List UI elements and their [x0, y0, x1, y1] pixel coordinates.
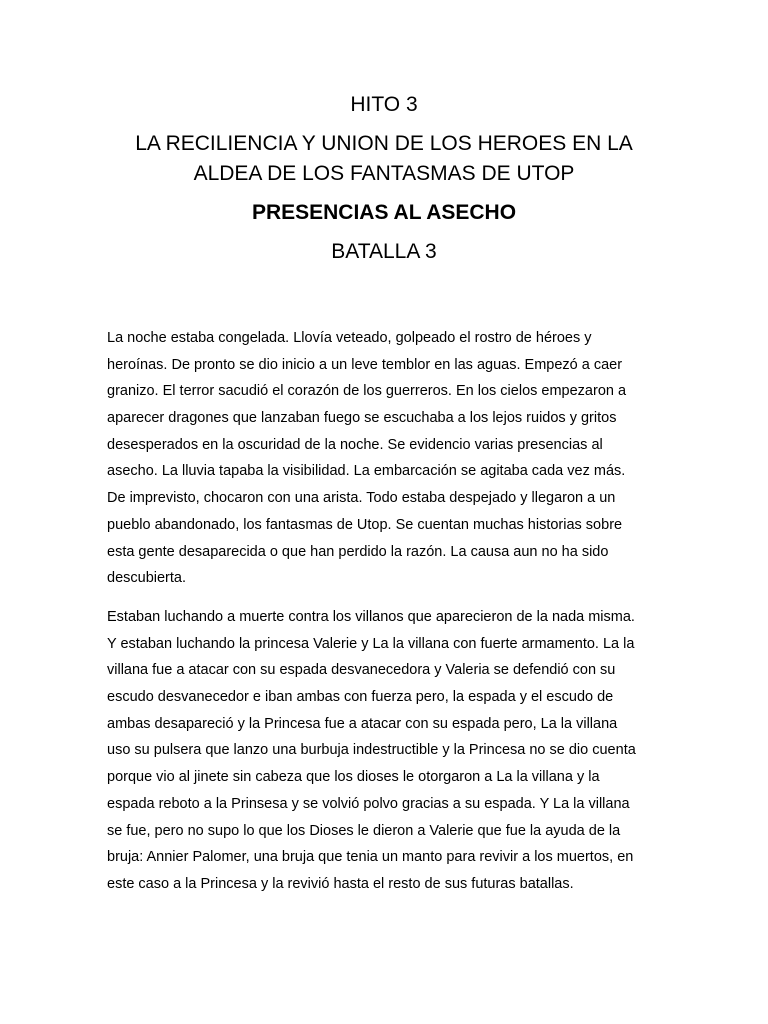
paragraph-line: villana fue a atacar con su espada desvanecedora y Valeria se defendió con su	[107, 662, 616, 679]
paragraph-line: este caso a la Princesa y la revivió hasta el resto de sus futuras batallas.	[107, 875, 574, 892]
paragraph-line: bruja: Annier Palomer, una bruja que tenia un manto para revivir a los muertos, en	[107, 849, 634, 866]
paragraph-line: escudo desvanecedor e iban ambas con fuerza pero, la espada y el escudo de	[107, 689, 614, 706]
milestone-heading: HITO 3	[350, 93, 418, 116]
paragraph-line: heroínas. De pronto se dio inicio a un leve temblor en las aguas. Empezó a caer	[107, 356, 623, 373]
paragraph-line: espada reboto a la Prinsesa y se volvió polvo gracias a su espada. Y La la villana	[107, 795, 630, 812]
battle-heading: BATALLA 3	[331, 240, 437, 263]
paragraph-line: granizo. El terror sacudió el corazón de los guerreros. En los cielos empezaron a	[107, 383, 627, 400]
paragraph-2	[107, 604, 667, 898]
paragraph-line: esta gente desaparecida o que han perdido la razón. La causa aun no ha sido	[107, 543, 609, 560]
paragraph-line: De imprevisto, chocaron con una arista. Todo estaba despejado y llegaron a un	[107, 490, 616, 507]
paragraph-line: ambas desapareció y la Princesa fue a atacar con su espada pero, La la villana	[107, 715, 618, 732]
paragraph-1	[107, 325, 667, 592]
paragraph-line: pueblo abandonado, los fantasmas de Utop. Se cuentan muchas historias sobre	[107, 516, 623, 533]
title-line-2: ALDEA DE LOS FANTASMAS DE UTOP	[193, 162, 575, 185]
paragraph-line: aparecer dragones que lanzaban fuego se escuchaba a los lejos ruidos y gritos	[107, 410, 617, 427]
paragraph-line: Y estaban luchando la princesa Valerie y La la villana con fuerte armamento. La la	[107, 635, 635, 652]
title-line-1: LA RECILIENCIA Y UNION DE LOS HEROES EN LA	[135, 132, 633, 155]
paragraph-line: uso su pulsera que lanzo una burbuja indestructible y la Princesa no se dio cuenta	[107, 742, 636, 759]
paragraph-line: porque vio al jinete sin cabeza que los dioses le otorgaron a La la villana y la	[107, 769, 600, 786]
paragraph-line: La noche estaba congelada. Llovía veteado, golpeado el rostro de héroes y	[107, 330, 592, 346]
paragraph-line: asecho. La lluvia tapaba la visibilidad. La embarcación se agitaba cada vez más.	[107, 463, 626, 480]
subtitle-heading: PRESENCIAS AL ASECHO	[251, 201, 517, 224]
paragraph-line: desesperados en la oscuridad de la noche. Se evidencio varias presencias al	[107, 436, 603, 453]
paragraph-line: se fue, pero no supo lo que los Dioses le dieron a Valerie que fue la ayuda de la	[107, 822, 621, 839]
paragraph-line: descubierta.	[107, 570, 186, 587]
paragraph-line: Estaban luchando a muerte contra los villanos que aparecieron de la nada misma.	[107, 609, 635, 625]
